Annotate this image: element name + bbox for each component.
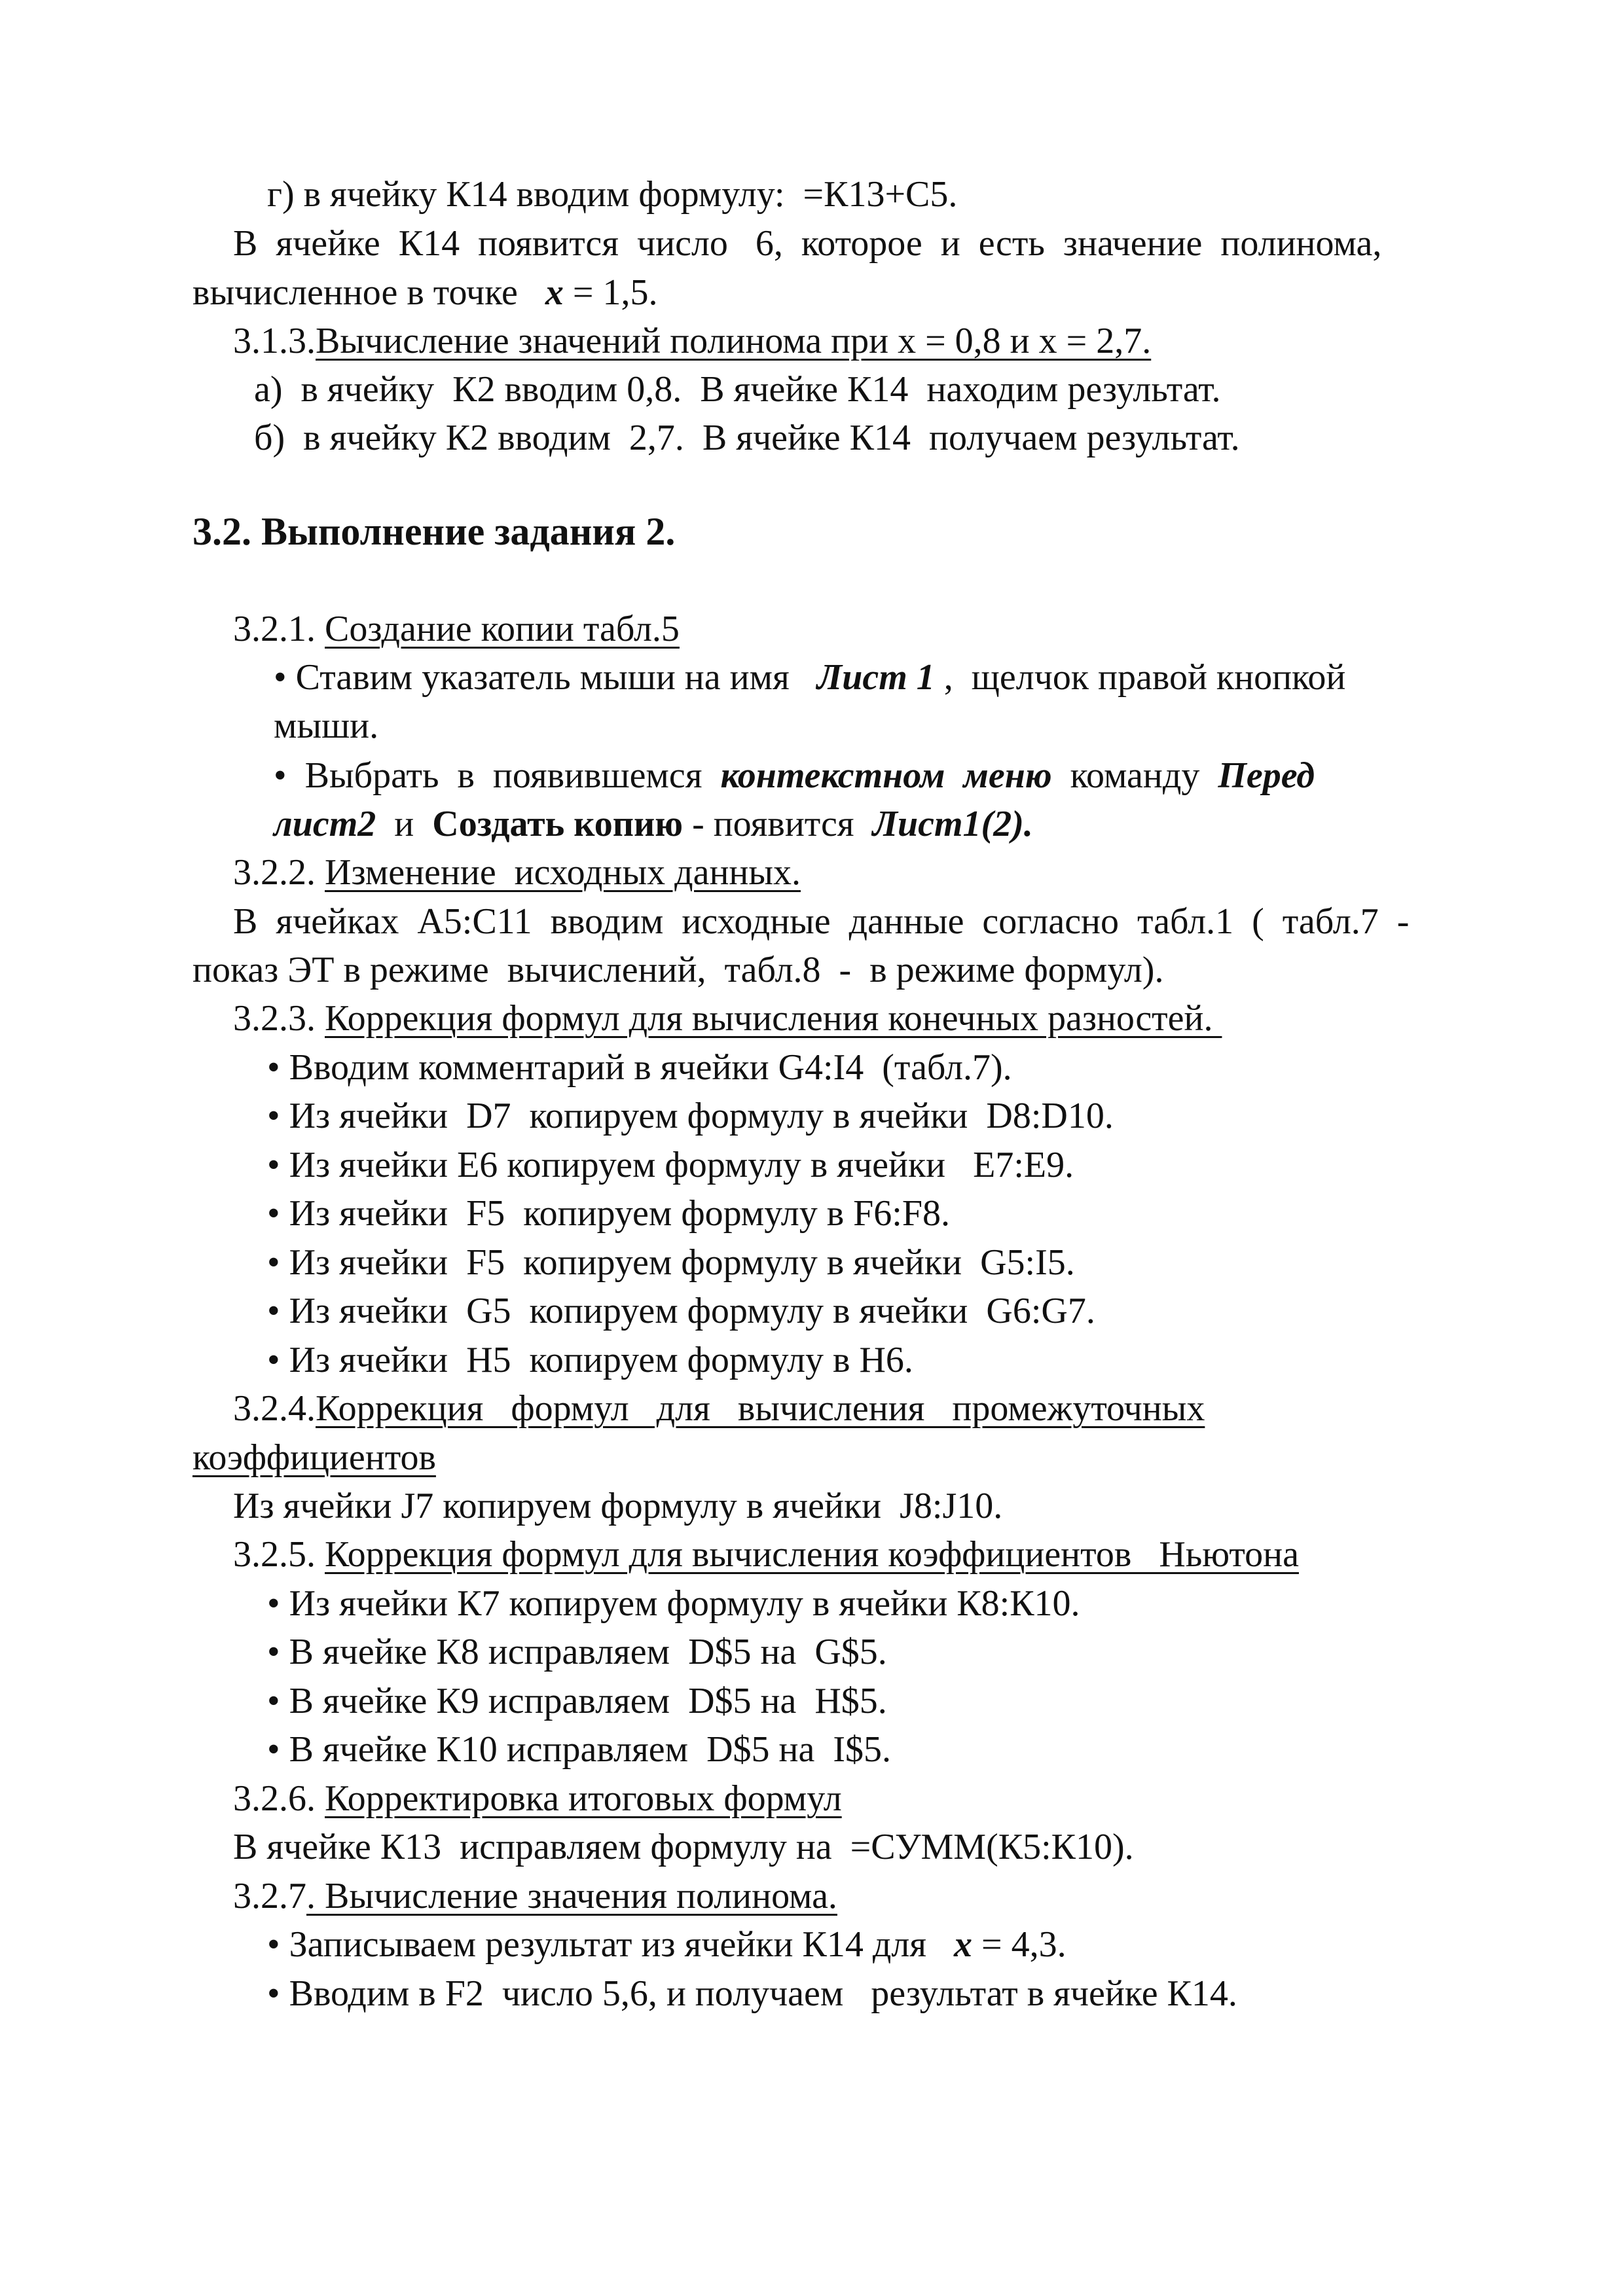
- bullet-context-menu-cont: лист2 и Создать копию - появится Лист1(2).: [274, 804, 1033, 844]
- bullet-copy-k7: • Из ячейки К7 копируем формулу в ячейки К8:К10.: [267, 1583, 1080, 1624]
- bullet-copy-f5-a: • Из ячейки F5 копируем формулу в F6:F8.: [267, 1193, 950, 1234]
- bullet-enter-f2: • Вводим в F2 число 5,6, и получаем результат в ячейке К14.: [267, 1973, 1237, 2014]
- section-3-2-7: 3.2.7. Вычисление значения полинома.: [233, 1876, 837, 1916]
- source-data-line-1: В ячейках А5:С11 вводим исходные данные согласно табл.1 ( табл.7 -: [233, 901, 1410, 942]
- bullet-sheet-1: • Ставим указатель мыши на имя Лист 1 , щелчок правой кнопкой: [274, 657, 1346, 698]
- step-a: а) в ячейку К2 вводим 0,8. В ячейке К14 находим результат.: [254, 369, 1221, 410]
- section-3-1-3: 3.1.3.Вычисление значений полинома при х = 0,8 и х = 2,7.: [233, 321, 1152, 361]
- step-g-line: г) в ячейку К14 вводим формулу: =К13+С5.: [267, 174, 958, 215]
- bullet-copy-g5: • Из ячейки G5 копируем формулу в ячейки G6:G7.: [267, 1291, 1095, 1331]
- result-line-1: В ячейке К14 появится число 6, которое и есть значение полинома,: [233, 223, 1382, 264]
- heading-3-2: 3.2. Выполнение задания 2.: [192, 510, 676, 553]
- section-3-2-4-cont: коэффициентов: [192, 1437, 436, 1478]
- copy-j7-line: Из ячейки J7 копируем формулу в ячейки J8:J10.: [233, 1486, 1003, 1526]
- bullet-record-result: • Записываем результат из ячейки К14 для x = 4,3.: [267, 1924, 1067, 1965]
- section-3-2-6: 3.2.6. Корректировка итоговых формул: [233, 1778, 842, 1819]
- section-3-2-1: 3.2.1. Создание копии табл.5: [233, 609, 680, 649]
- bullet-copy-f5-b: • Из ячейки F5 копируем формулу в ячейки G5:I5.: [267, 1242, 1075, 1283]
- bullet-context-menu: • Выбрать в появившемся контекстном меню команду Перед: [274, 755, 1315, 796]
- variable-x: x: [545, 272, 564, 313]
- section-3-2-5: 3.2.5. Коррекция формул для вычисления коэффициентов Ньютона: [233, 1534, 1299, 1575]
- bullet-fix-k8: • В ячейке К8 исправляем D$5 на G$5.: [267, 1632, 887, 1672]
- result-line-2: вычисленное в точке x = 1,5.: [192, 272, 658, 313]
- variable-x-2: x: [954, 1924, 973, 1965]
- bullet-copy-h5: • Из ячейки H5 копируем формулу в H6.: [267, 1340, 913, 1380]
- step-b: б) в ячейку К2 вводим 2,7. В ячейке К14 получаем результат.: [254, 418, 1240, 458]
- sum-formula-line: В ячейке К13 исправляем формулу на =СУММ(К5:К10).: [233, 1827, 1134, 1867]
- bullet-comment: • Вводим комментарий в ячейки G4:I4 (табл.7).: [267, 1047, 1012, 1088]
- source-data-line-2: показ ЭТ в режиме вычислений, табл.8 - в режиме формул).: [192, 950, 1164, 990]
- bullet-copy-e6: • Из ячейки E6 копируем формулу в ячейки E7:E9.: [267, 1145, 1074, 1185]
- bullet-copy-d7: • Из ячейки D7 копируем формулу в ячейки D8:D10.: [267, 1096, 1114, 1136]
- bullet-fix-k9: • В ячейке К9 исправляем D$5 на H$5.: [267, 1681, 887, 1721]
- bullet-fix-k10: • В ячейке К10 исправляем D$5 на I$5.: [267, 1729, 891, 1770]
- section-3-2-3: 3.2.3. Коррекция формул для вычисления конечных разностей.: [233, 998, 1222, 1039]
- section-3-2-4: 3.2.4.Коррекция формул для вычисления промежуточных: [233, 1388, 1205, 1429]
- section-3-2-2: 3.2.2. Изменение исходных данных.: [233, 852, 801, 893]
- bullet-sheet-1-cont: мыши.: [274, 706, 379, 746]
